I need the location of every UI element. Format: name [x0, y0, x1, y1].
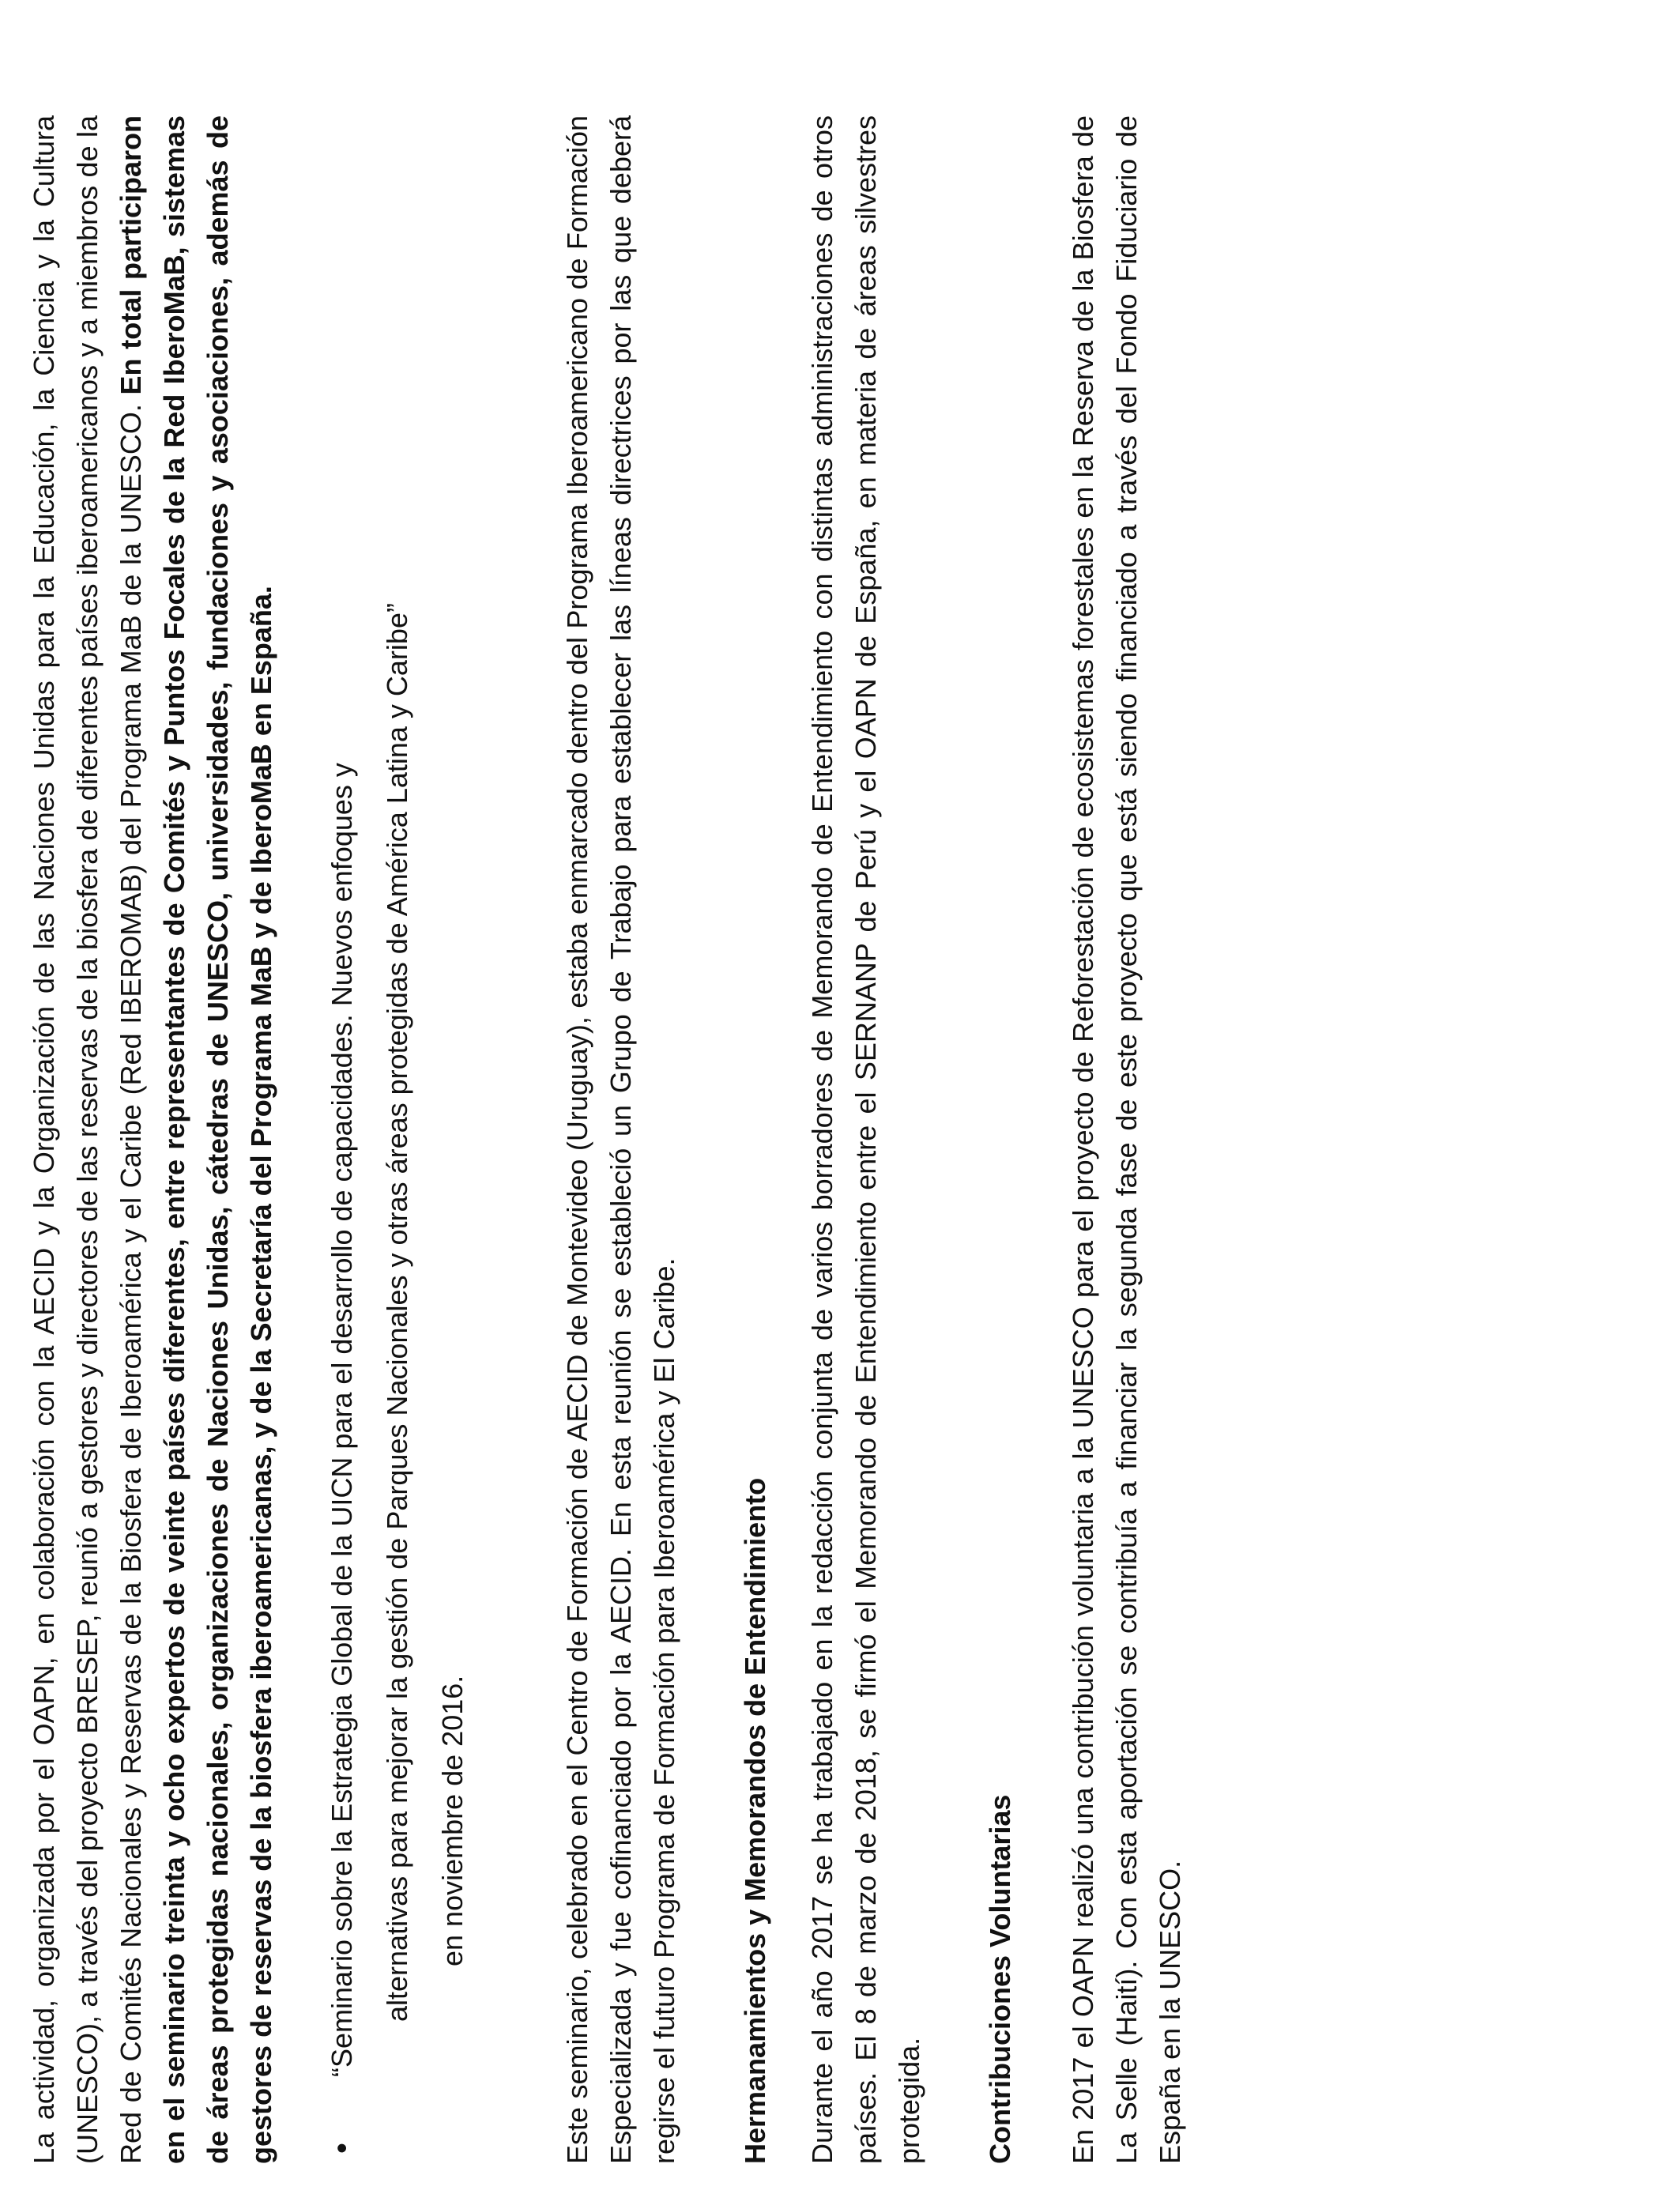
contribuciones-heading: Contribuciones Voluntarias — [984, 1794, 1016, 2164]
hermanamientos-heading: Hermanamientos y Memorandos de Entendimiento — [739, 1477, 771, 2164]
seminar-bullet-item — [315, 115, 480, 2164]
hermanamientos-paragraph: Durante el año 2017 se ha trabajado en la redacción conjunta de varios borradores de Memorando de Entendimiento con distintas administraciones de otros países. El 8 de marzo de 2018, se firmó el Memorando de Entendimiento entre el SERNANP de Perú y el OAPN de España, en materia de áreas silvestres protegida. — [806, 115, 925, 2164]
montevideo-paragraph: Este seminario, celebrado en el Centro de Formación de AECID de Montevideo (Uruguay), estaba enmarcado dentro del Programa Iberoamericano de Formación Especializada y fue cofinanciado por la AECID. En esta reunión se estableció un Grupo de Trabajo para establecer las líneas directrices por las que deberá regirse el futuro Programa de Formación para Iberoamérica y El Caribe. — [561, 115, 680, 2164]
bullet-line-3: en noviembre de 2016. — [436, 1675, 469, 1966]
rotated-document-page — [0, 60, 1680, 2194]
bullet-line-2: alternativas para mejorar la gestión de Parques Nacionales y otras áreas protegidas de América Latina y Caribe” — [381, 603, 413, 2022]
intro-paragraph — [22, 115, 283, 2164]
spacer — [1022, 115, 1061, 2164]
spacer — [686, 115, 733, 2164]
contribuciones-paragraph: En 2017 el OAPN realizó una contribución voluntaria a la UNESCO para el proyecto de Reforestación de ecosistemas forestales en la Reserva de la Biosfera de La Selle (Haití). Con esta aportación se contribuía a financiar la segunda fase de este proyecto que está siendo financiado a través del Fondo Fiduciario de España en la UNESCO. — [1067, 115, 1186, 2164]
intro-bold-text: En total participaron en el seminario treinta y ocho expertos de veinte países diferentes, entre representantes de Comités y Puntos Focales de la Red IberoMaB, sistemas de áreas protegidas nacionales, organizaciones de Naciones Unidas, cátedras de UNESCO, universidades, fundaciones y asociaciones, además de gestores de reservas de la biosfera iberoamericanas, y de la Secretaría del Programa MaB y de IberoMaB en España. — [115, 115, 277, 2164]
intro-normal-text: La actividad, organizada por el OAPN, en colaboración con la AECID y la Organización de las Naciones Unidas para la Educación, la Ciencia y la Cultura (UNESCO), a través del proyecto BRESEP, reunió a gestores y directores de las reservas de la biosfera de diferentes países iberoamericanos y a miembros de la Red de Comités Nacionales y Reservas de la Biosfera de Iberoamérica y el Caribe (Red IBEROMAB) del Programa MaB de la UNESCO. — [28, 115, 147, 2164]
bullet-icon: • — [325, 2143, 360, 2154]
spacer — [777, 115, 800, 2164]
spacer — [480, 115, 556, 2164]
bullet-line-1: “Seminario sobre la Estrategia Global de la UICN para el desarrollo de capacidades. Nuevos enfoques y — [326, 763, 358, 2077]
spacer — [931, 115, 978, 2164]
